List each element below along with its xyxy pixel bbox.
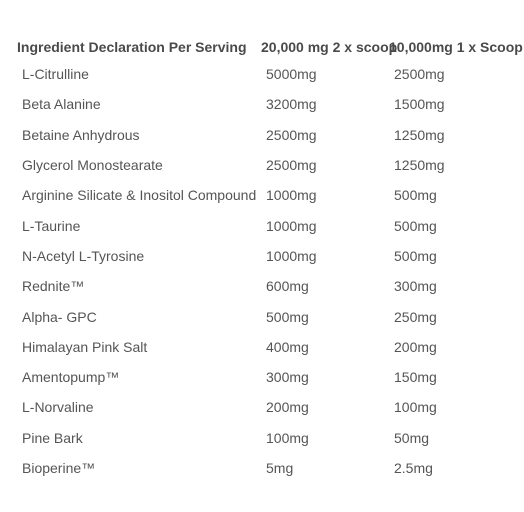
two-scoop-amount: 2500mg	[266, 157, 317, 174]
table-header	[17, 36, 524, 58]
ingredient-name: Alpha- GPC	[22, 308, 97, 325]
ingredient-name: Rednite™	[22, 278, 85, 295]
one-scoop-amount: 2500mg	[394, 66, 445, 83]
two-scoop-amount: 2500mg	[266, 126, 317, 143]
table-row	[17, 241, 524, 271]
ingredient-name: L-Citrulline	[22, 66, 89, 83]
ingredient-table	[17, 36, 524, 483]
one-scoop-amount: 2.5mg	[394, 460, 433, 476]
one-scoop-amount: 1250mg	[394, 126, 445, 143]
one-scoop-amount: 500mg	[394, 247, 437, 264]
ingredient-name: Pine Bark	[22, 429, 83, 446]
table-row	[17, 210, 524, 240]
table-row	[17, 362, 524, 392]
one-scoop-amount: 50mg	[394, 429, 430, 446]
one-scoop-amount: 200mg	[394, 338, 437, 355]
two-scoop-amount: 5mg	[266, 460, 294, 476]
ingredient-name: Glycerol Monostearate	[22, 157, 163, 174]
ingredient-name: Arginine Silicate & Inositol Compound	[22, 187, 257, 204]
table-row	[17, 150, 524, 180]
table-row	[17, 180, 524, 210]
one-scoop-amount: 150mg	[394, 369, 437, 386]
header-two-scoops: 20,000 mg 2 x scoop	[261, 39, 398, 55]
one-scoop-amount: 1500mg	[394, 96, 445, 113]
ingredient-name: L-Taurine	[22, 217, 81, 234]
two-scoop-amount: 3200mg	[266, 96, 317, 113]
one-scoop-amount: 500mg	[394, 217, 437, 234]
ingredient-name: Betaine Anhydrous	[22, 126, 140, 143]
two-scoop-amount: 600mg	[266, 278, 309, 295]
two-scoop-amount: 400mg	[266, 338, 309, 355]
two-scoop-amount: 100mg	[266, 429, 309, 446]
one-scoop-amount: 500mg	[394, 187, 437, 204]
table-row	[17, 332, 524, 362]
two-scoop-amount: 200mg	[266, 399, 309, 416]
table-row	[17, 301, 524, 331]
one-scoop-amount: 300mg	[394, 278, 437, 295]
ingredient-name: N-Acetyl L-Tyrosine	[22, 247, 145, 264]
ingredient-name: Bioperine™	[22, 460, 96, 476]
two-scoop-amount: 1000mg	[266, 247, 317, 264]
one-scoop-amount: 100mg	[394, 399, 437, 416]
ingredient-name: Himalayan Pink Salt	[22, 338, 148, 355]
ingredient-name: Beta Alanine	[22, 96, 101, 113]
table-row	[17, 423, 524, 453]
table-body	[17, 59, 524, 483]
two-scoop-amount: 500mg	[266, 308, 309, 325]
header-ingredient: Ingredient Declaration Per Serving	[17, 39, 247, 55]
two-scoop-amount: 300mg	[266, 369, 309, 386]
two-scoop-amount: 5000mg	[266, 66, 317, 83]
ingredient-name: Amentopump™	[22, 369, 120, 386]
one-scoop-amount: 250mg	[394, 308, 437, 325]
two-scoop-amount: 1000mg	[266, 217, 317, 234]
two-scoop-amount: 1000mg	[266, 187, 317, 204]
table-row	[17, 271, 524, 301]
table-row	[17, 120, 524, 150]
header-one-scoop: 10,000mg 1 x Scoop	[389, 39, 523, 55]
table-row	[17, 392, 524, 422]
one-scoop-amount: 1250mg	[394, 157, 445, 174]
table-row	[17, 89, 524, 119]
ingredient-name: L-Norvaline	[22, 399, 94, 416]
table-row	[17, 59, 524, 89]
table-row	[17, 453, 524, 483]
